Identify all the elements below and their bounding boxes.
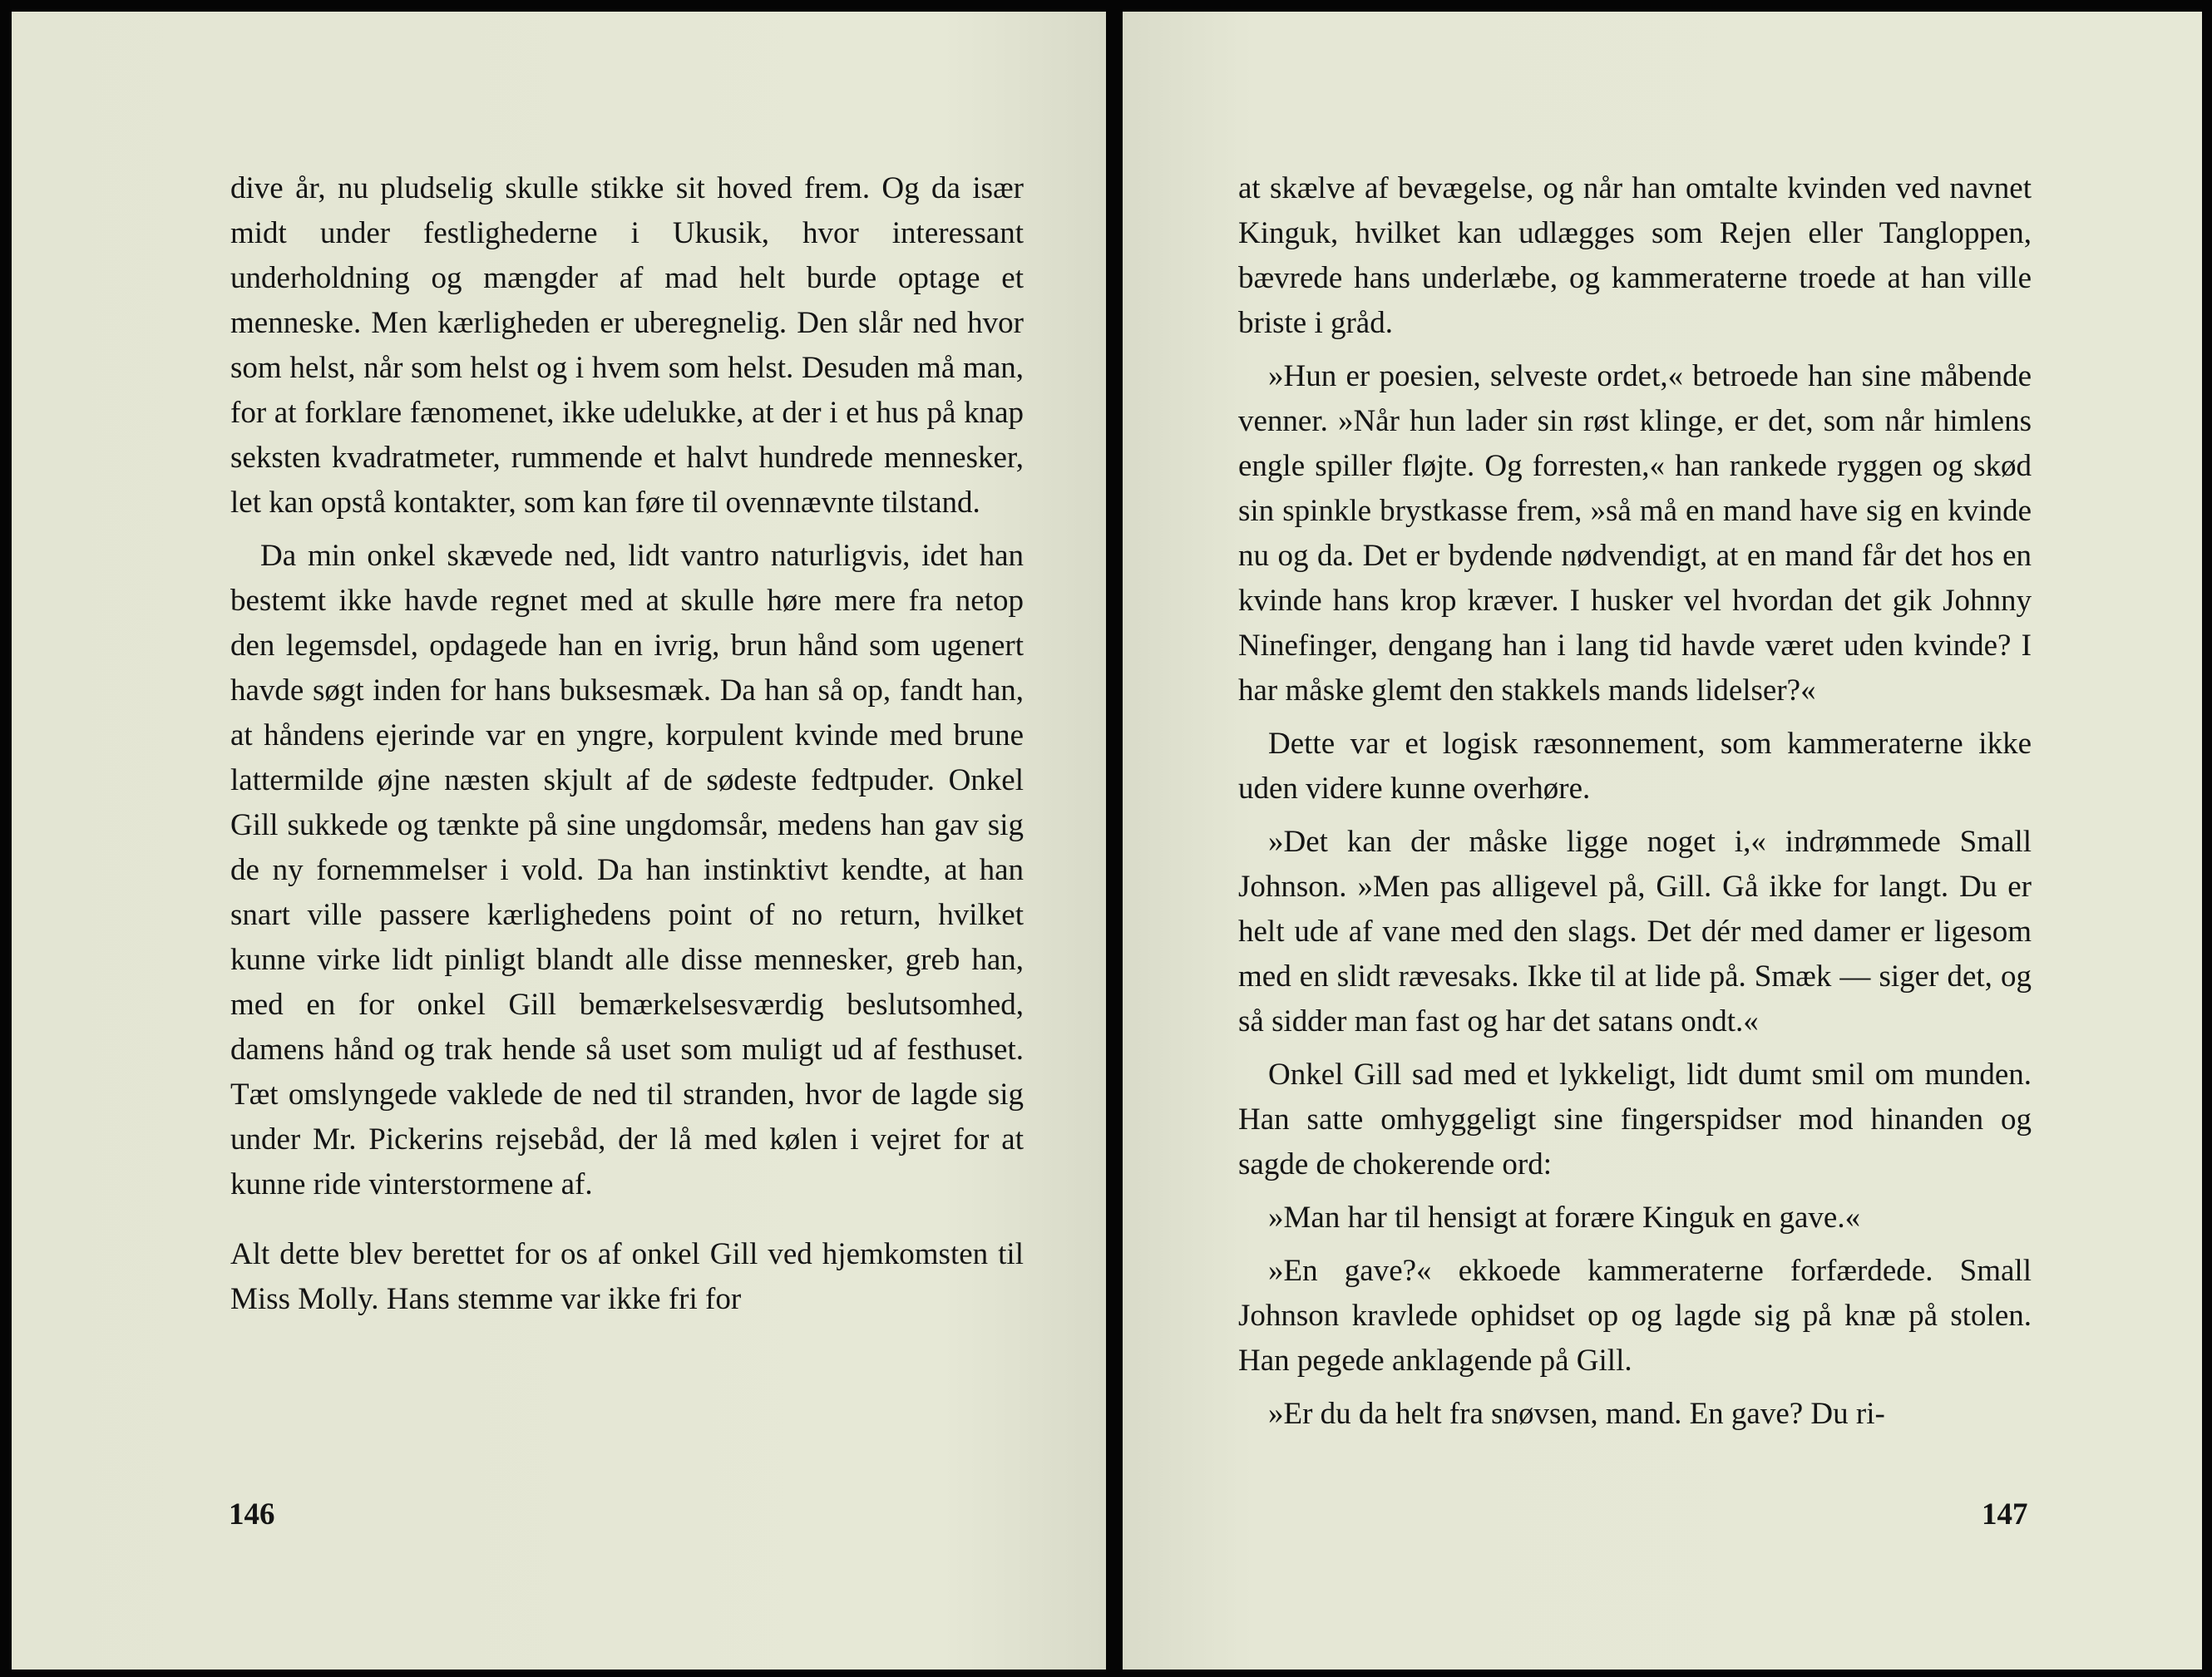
page-number: 147 (1982, 1497, 2028, 1531)
paragraph: Da min onkel skævede ned, lidt vantro naturligvis, idet han bestemt ikke havde regnet med at skulle høre mere fra netop den legemsdel, opdagede han en ivrig, brun hånd som ugenert havde søgt inden for hans buksesmæk. Da han så op, fandt han, at håndens ejerinde var en yngre, korpulent kvinde med brune lattermilde øjne næsten skjult af de sødeste fedtpuder. Onkel Gill sukkede og tænkte på sine ungdomsår, medens han gav sig de ny fornemmelser i vold. Da han instinktivt kendte, at han snart ville passere kærlighedens point of no return, hvilket kunne virke lidt pinligt blandt alle disse mennesker, greb han, med en for onkel Gill bemærkelsesværdig beslutsomhed, damens hånd og trak hende så uset som muligt ud af festhuset. Tæt omslyngede vaklede de ned til stranden, hvor de lagde sig under Mr. Pickerins rejsebåd, der lå med kølen i vejret for at kunne ride vinterstormene af. (230, 539, 1024, 1201)
left-page-text (230, 166, 1024, 1322)
right-page (1123, 12, 2202, 1670)
paragraph: dive år, nu pludselig skulle stikke sit hoved frem. Og da især midt under festlighederne i Ukusik, hvor interessant underholdning og mængder af mad helt burde optage et menneske. Men kærligheden er uberegnelig. Den slår ned hvor som helst, når som helst og i hvem som helst. Desuden må man, for at forklare fænomenet, ikke udelukke, at der i et hus på knap seksten kvadratmeter, rummende et halvt hundrede mennesker, let kan opstå kontakter, som kan føre til ovennævnte tilstand. (230, 171, 1024, 520)
paragraph: »Man har til hensigt at forære Kinguk en gave.« (1268, 1201, 1861, 1235)
paragraph: »En gave?« ekkoede kammeraterne forfærdede. Small Johnson kravlede ophidset op og lagde sig på knæ på stolen. Han pegede anklagende på Gill. (1238, 1254, 2032, 1378)
paragraph: »Det kan der måske ligge noget i,« indrømmede Small Johnson. »Men pas alligevel på, Gill. Gå ikke for langt. Du er helt ude af vane med den slags. Det dér med damer er ligesom med en slidt rævesaks. Ikke til at lide på. Smæk — siger det, og så sidder man fast og har det satans ondt.« (1238, 825, 2032, 1038)
paragraph: Dette var et logisk ræsonnement, som kammeraterne ikke uden videre kunne overhøre. (1238, 727, 2032, 806)
paragraph: »Er du da helt fra snøvsen, mand. En gave? Du ri- (1268, 1397, 1885, 1431)
book-gutter (1106, 12, 1123, 1670)
left-page (12, 12, 1106, 1670)
page-number: 146 (229, 1497, 275, 1531)
paragraph: »Hun er poesien, selveste ordet,« betroede han sine måbende venner. »Når hun lader sin røst klinge, er det, som når himlens engle spiller fløjte. Og forresten,« han rankede ryggen og skød sin spinkle brystkasse frem, »så må en mand have sig en kvinde nu og da. Det er bydende nødvendigt, at en mand får det hos en kvinde hans krop kræver. I husker vel hvordan det gik Johnny Ninefinger, dengang han i lang tid havde været uden kvinde? I har måske glemt den stakkels mands lidelser?« (1238, 359, 2032, 708)
paragraph: Alt dette blev berettet for os af onkel Gill ved hjemkomsten til Miss Molly. Hans stemme var ikke fri for (230, 1237, 1024, 1316)
paragraph: Onkel Gill sad med et lykkeligt, lidt dumt smil om munden. Han satte omhyggeligt sine fingerspidser mod hinanden og sagde de chokerende ord: (1238, 1058, 2032, 1181)
paragraph: at skælve af bevægelse, og når han omtalte kvinden ved navnet Kinguk, hvilket kan udlægges som Rejen eller Tangloppen, bævrede hans underlæbe, og kammeraterne troede at han ville briste i gråd. (1238, 171, 2032, 340)
right-page-text (1238, 166, 2032, 1437)
